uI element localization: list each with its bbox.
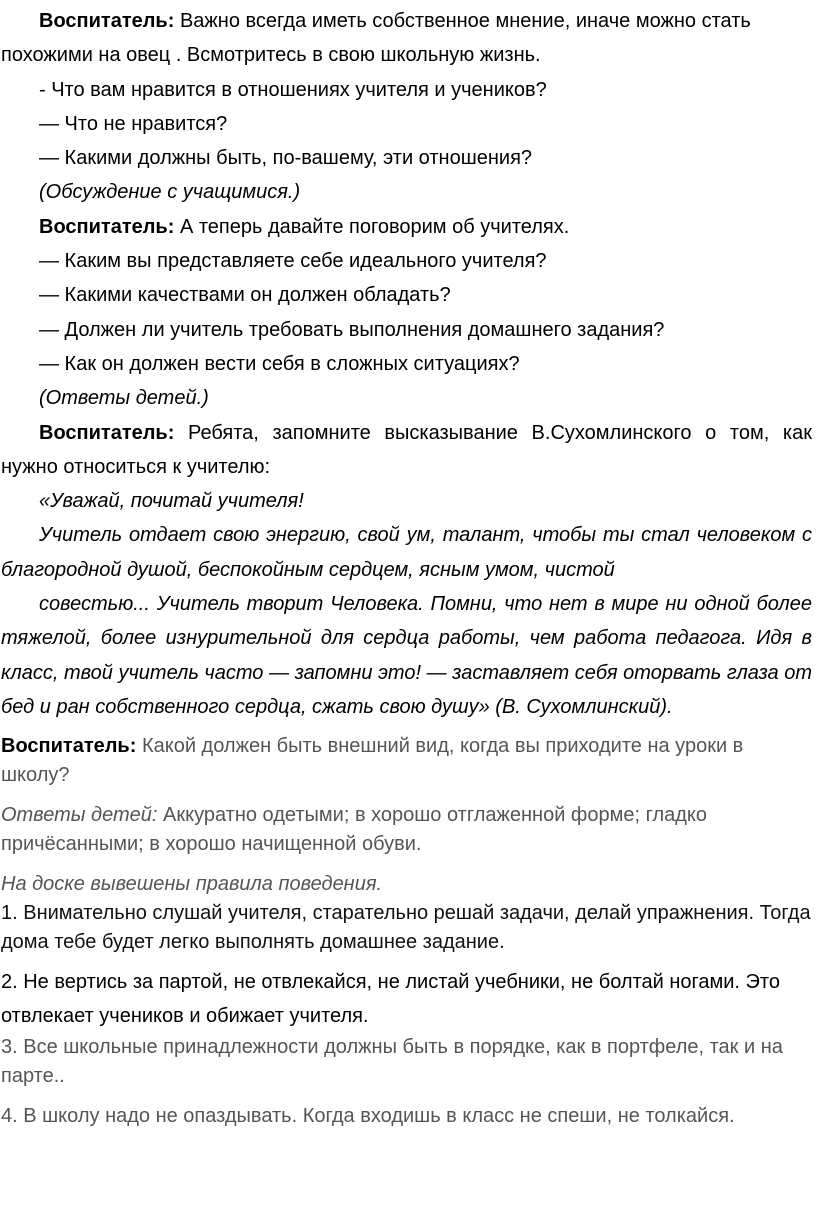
quote-line: «Уважай, почитай учителя! (39, 490, 304, 513)
answers-label: Ответы детей: (1, 804, 158, 827)
speaker-label: Воспитатель: (1, 735, 137, 758)
question-line: — Как он должен вести себя в сложных ситуациях? (39, 352, 520, 375)
stage-note: (Ответы детей.) (39, 387, 209, 410)
rule-item: 3. Все школьные принадлежности должны быть в порядке, как в портфеле, так и на парте.. (1, 1036, 783, 1088)
quote-paragraph: совестью... Учитель творит Человека. Помни, что нет в мире ни одной более тяжелой, более изнурительной для сердца работы, чем работа педагога. Идя в класс, твой учитель часто — запомни это! — заставляет себя оторвать глаза от бед и ран собственного сердца, сжать свою душу» (В. Сухомлинский). (1, 593, 812, 718)
question-line: — Каким вы представляете себе идеального учителя? (39, 250, 547, 273)
quote-paragraph: Учитель отдает свою энергию, свой ум, талант, чтобы ты стал человеком с благородной душой, беспокойным сердцем, ясным умом, чистой (1, 524, 812, 581)
stage-note: (Обсуждение с учащимися.) (39, 181, 301, 204)
question-line: — Какими должны быть, по-вашему, эти отношения? (39, 147, 533, 170)
paragraph-educator-teachers (1, 210, 812, 244)
rule-item: 1. Внимательно слушай учителя, старательно решай задачи, делай упражнения. Тогда дома тебе будет легко выполнять домашнее задание. (1, 902, 811, 954)
dialogue-section (1, 4, 812, 724)
rule-item: 2. Не вертись за партой, не отвлекайся, не листай учебники, не болтай ногами. Это отвлекает учеников и обижает учителя. (1, 971, 780, 1028)
rule-item: 4. В школу надо не опаздывать. Когда входишь в класс не спеши, не толкайся. (1, 1105, 735, 1128)
paragraph-appearance (1, 732, 812, 790)
question-line: — Что не нравится? (39, 112, 228, 135)
speaker-label: Воспитатель: (39, 10, 175, 32)
paragraph-text: Важно всегда иметь собственное мнение, иначе можно стать похожими на овец . Всмотритесь в свою школьную жизнь. (1, 10, 751, 67)
paragraph-text: Аккуратно одетыми; в хорошо отглаженной форме; гладко причёсанными; в хорошо начищенной обуви. (1, 804, 708, 856)
question-line: — Должен ли учитель требовать выполнения домашнего задания? (39, 318, 665, 341)
speaker-label: Воспитатель: (39, 215, 175, 238)
paragraph-educator-opinion (1, 4, 812, 73)
paragraph-text: Какой должен быть внешний вид, когда вы приходите на уроки в школу? (1, 735, 744, 787)
paragraph-educator-quote-intro (1, 416, 812, 485)
paragraph-children-answers (1, 801, 812, 859)
speaker-label: Воспитатель: (39, 421, 175, 444)
paragraph-text: А теперь давайте поговорим об учителях. (174, 215, 570, 238)
rule-item-block (1, 965, 812, 1033)
question-line: - Что вам нравится в отношениях учителя и учеников? (39, 78, 547, 101)
rules-section (1, 732, 812, 1131)
question-line: — Какими качествами он должен обладать? (39, 284, 451, 307)
paragraph-text: Ребята, запомните высказывание В.Сухомлинского о том, как нужно относиться к учителю: (1, 421, 812, 478)
board-note: На доске вывешены правила поведения. (1, 873, 383, 896)
